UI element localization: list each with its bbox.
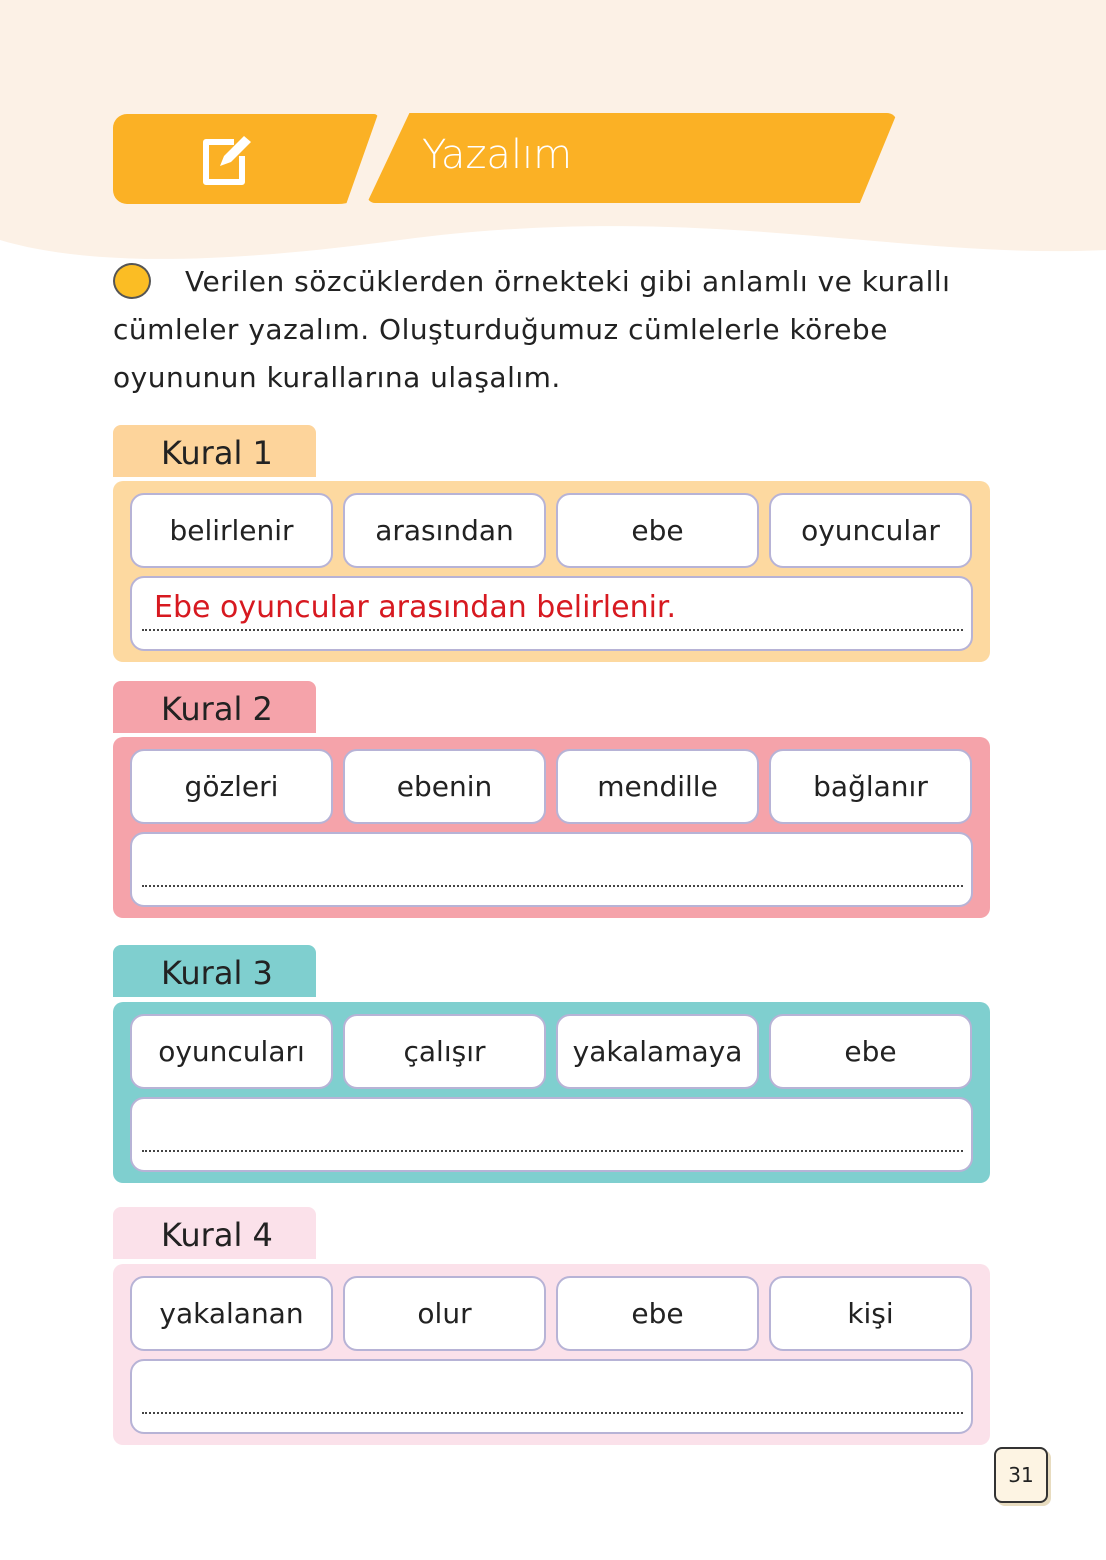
word-card: ebenin [343, 749, 546, 824]
dotted-line [142, 885, 963, 887]
answer-field[interactable] [130, 1097, 973, 1172]
dotted-line [142, 1150, 963, 1152]
rule-tab: Kural 1 [113, 425, 316, 477]
rule-box [113, 737, 990, 918]
rule-tab: Kural 4 [113, 1207, 316, 1259]
rule-tab: Kural 3 [113, 945, 316, 997]
answer-field[interactable] [130, 832, 973, 907]
word-card: olur [343, 1276, 546, 1351]
word-card: oyuncular [769, 493, 972, 568]
word-card: mendille [556, 749, 759, 824]
word-card: ebe [556, 493, 759, 568]
rule-box [113, 1264, 990, 1445]
word-card: yakalanan [130, 1276, 333, 1351]
word-card: kişi [769, 1276, 972, 1351]
example-sentence: Ebe oyuncular arasından belirlenir. [154, 590, 677, 625]
word-card: bağlanır [769, 749, 972, 824]
page-title: Yazalım [422, 132, 573, 178]
word-card: gözleri [130, 749, 333, 824]
page-number: 31 [994, 1447, 1048, 1503]
word-card: oyuncuları [130, 1014, 333, 1089]
instruction-text: Verilen sözcüklerden örnekteki gibi anlamlı ve kurallı cümleler yazalım. Oluşturduğumuz cümlelerle körebe oyununun kurallarına ulaşalım. [113, 265, 951, 394]
word-card: çalışır [343, 1014, 546, 1089]
word-card: ebe [769, 1014, 972, 1089]
word-card: ebe [556, 1276, 759, 1351]
rule-box [113, 481, 990, 662]
answer-field[interactable] [130, 576, 973, 651]
edit-icon [200, 128, 260, 188]
word-card: arasından [343, 493, 546, 568]
word-card: yakalamaya [556, 1014, 759, 1089]
dotted-line [142, 1412, 963, 1414]
rule-box [113, 1002, 990, 1183]
rule-tab: Kural 2 [113, 681, 316, 733]
answer-field[interactable] [130, 1359, 973, 1434]
dotted-line [142, 629, 963, 631]
word-card: belirlenir [130, 493, 333, 568]
